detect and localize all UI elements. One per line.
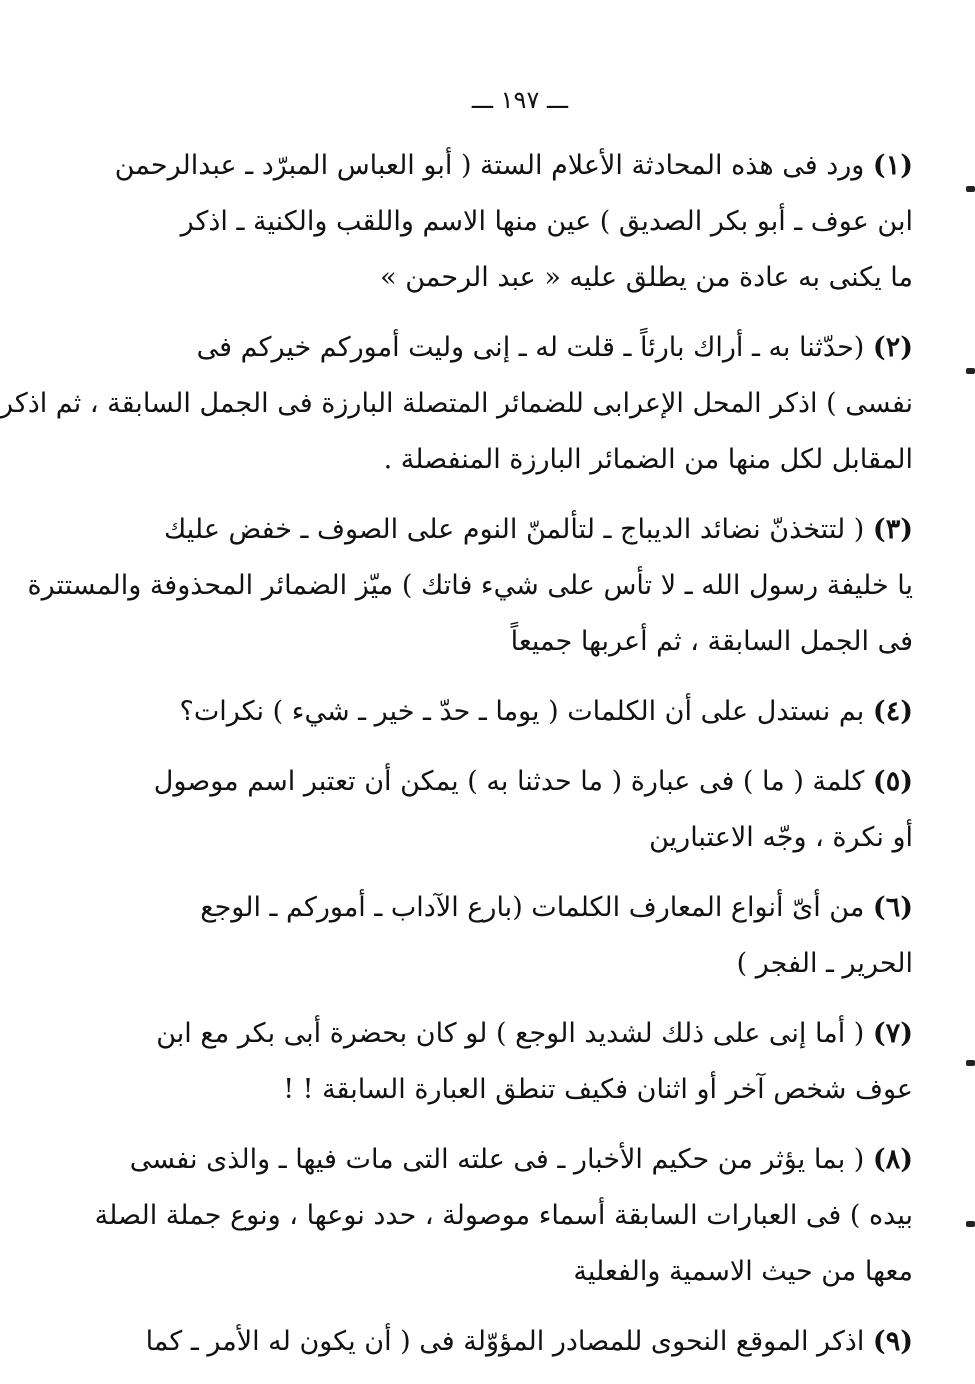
exercise-item <box>94 1132 913 1314</box>
exercise-list <box>0 138 913 1384</box>
exercise-text: الحرير ـ الفجر ) <box>736 948 913 979</box>
margin-mark <box>966 1221 975 1227</box>
exercise-line <box>197 320 913 376</box>
exercise-text: فى الجمل السابقة ، ثم أعربها جميعاً <box>510 626 913 657</box>
exercise-line <box>179 684 913 740</box>
exercise-text: بم نستدل على أن الكلمات ( يوما ـ حدّ ـ خير ـ شيء ) نكرات؟ <box>179 696 865 727</box>
exercise-line <box>180 194 913 250</box>
exercise-number: (٥) <box>872 766 913 797</box>
exercise-item <box>0 320 913 502</box>
exercise-line <box>197 810 913 866</box>
exercise-line <box>27 558 913 614</box>
exercise-text: أو نكرة ، وجّه الاعتبارين <box>649 822 913 853</box>
exercise-item <box>197 880 913 1006</box>
exercise-text: من أىّ أنواع المعارف الكلمات (بارع الآداب ـ أموركم ـ الوجع <box>200 892 865 923</box>
exercise-text: ( أما إنى على ذلك لشديد الوجع ) لو كان بحضرة أبى بكر مع ابن <box>156 1018 865 1049</box>
exercise-line <box>156 1006 913 1062</box>
exercise-text: كلمة ( ما ) فى عبارة ( ما حدثنا به ) يمكن أن تعتبر اسم موصول <box>153 766 865 797</box>
exercise-line <box>197 1062 913 1118</box>
exercise-line <box>0 376 913 432</box>
exercise-text: المقابل لكل منها من الضمائر البارزة المنفصلة . <box>383 444 913 475</box>
exercise-number: (٤) <box>872 696 913 727</box>
exercise-text: عوف شخص آخر أو اثنان فكيف تنطق العبارة السابقة ! ! <box>283 1074 913 1105</box>
exercise-line <box>94 1188 913 1244</box>
exercise-number: (٧) <box>872 1018 913 1049</box>
exercise-text: ورد فى هذه المحادثة الأعلام الستة ( أبو العباس المبرّد ـ عبدالرحمن <box>114 150 865 181</box>
exercise-item <box>114 138 913 320</box>
exercise-text: بيده ) فى العبارات السابقة أسماء موصولة ، حدد نوعها ، ونوع جملة الصلة <box>94 1200 913 1231</box>
exercise-number: (٦) <box>872 892 913 923</box>
exercise-item <box>179 684 913 754</box>
exercise-text: ابن عوف ـ أبو بكر الصديق ) عين منها الاسم واللقب والكنية ـ اذكر <box>180 206 913 237</box>
exercise-line <box>164 502 913 558</box>
margin-mark <box>966 368 975 374</box>
exercise-number: (٩) <box>872 1326 913 1357</box>
exercise-line <box>153 754 913 810</box>
exercise-line <box>197 250 913 306</box>
exercise-number: (٨) <box>872 1144 913 1175</box>
exercise-item <box>27 502 913 684</box>
exercise-text: ( بما يؤثر من حكيم الأخبار ـ فى علته التى مات فيها ـ والذى نفسى <box>129 1144 865 1175</box>
exercise-item <box>156 1006 913 1132</box>
exercise-text: يا خليفة رسول الله ـ لا تأس على شيء فاتك ) ميّز الضمائر المحذوفة والمستترة <box>27 570 913 601</box>
exercise-number: (٢) <box>872 332 913 363</box>
margin-mark <box>966 1060 975 1066</box>
exercise-item <box>153 754 913 880</box>
exercise-item <box>145 1314 913 1384</box>
page-number: ـــ ١٩٧ ـــ <box>471 86 569 114</box>
exercise-text: معها من حيث الاسمية والفعلية <box>573 1256 913 1287</box>
exercise-line <box>129 1132 913 1188</box>
exercise-number: (٣) <box>872 514 913 545</box>
exercise-text: ما يكنى به عادة من يطلق عليه « عبد الرحمن » <box>380 262 913 293</box>
exercise-line <box>114 138 913 194</box>
exercise-line <box>197 1244 913 1300</box>
exercise-line <box>197 936 913 992</box>
exercise-text: (حدّثنا به ـ أراك بارئاً ـ قلت له ـ إنى وليت أموركم خيركم فى <box>196 332 865 363</box>
exercise-text: نفسى ) اذكر المحل الإعرابى للضمائر المتصلة البارزة فى الجمل السابقة ، ثم اذكر <box>0 388 913 419</box>
exercise-text: اذكر الموقع النحوى للمصادر المؤوّلة فى ( أن يكون له الأمر ـ كما <box>145 1326 865 1357</box>
exercise-line <box>197 880 913 936</box>
margin-mark <box>966 186 975 192</box>
exercise-line <box>145 1314 913 1370</box>
exercise-text: ( لتتخذنّ نضائد الديباج ـ لتألمنّ النوم على الصوف ـ خفض عليك <box>164 514 865 545</box>
exercise-number: (١) <box>872 150 913 181</box>
exercise-line <box>197 432 913 488</box>
exercise-line <box>197 614 913 670</box>
